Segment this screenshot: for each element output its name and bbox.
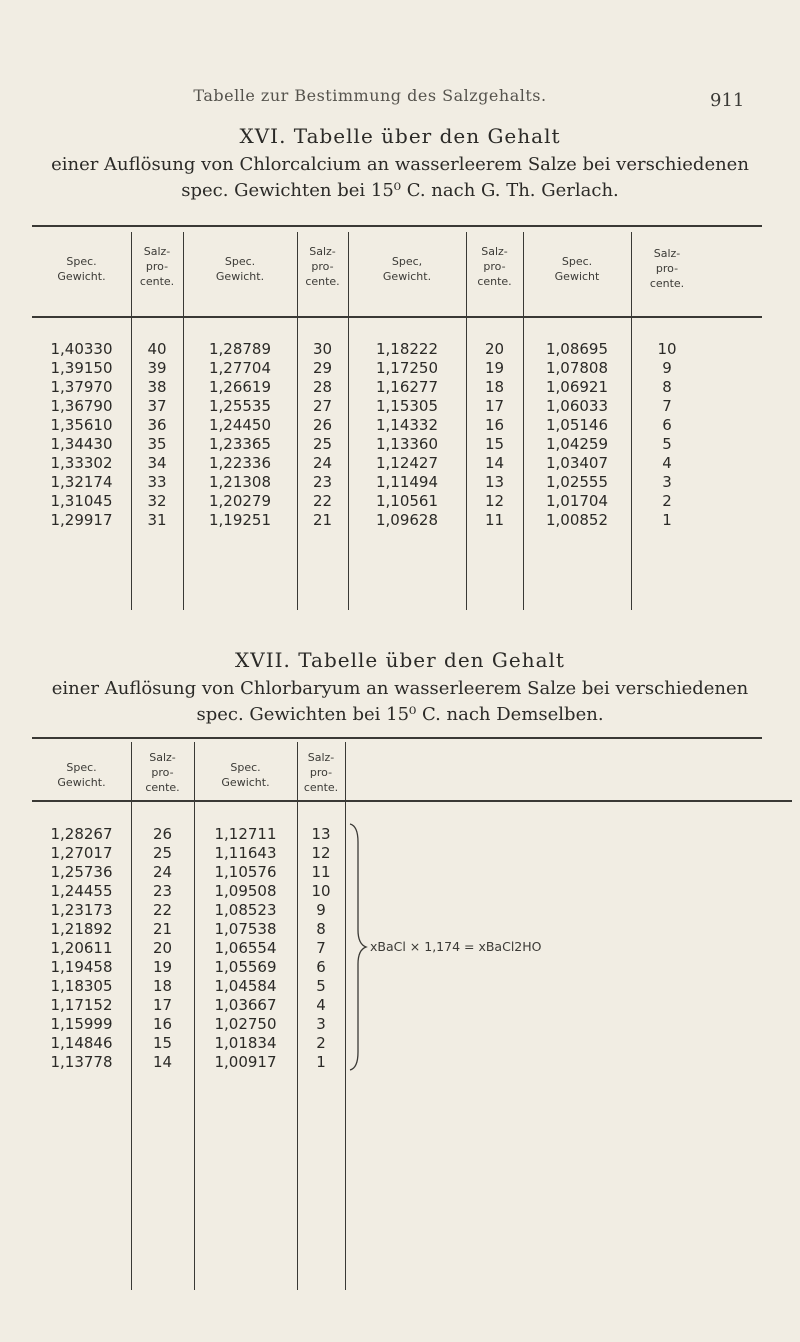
- table-cell: 1,16277: [375, 378, 439, 396]
- table-cell: 1,10561: [375, 492, 439, 510]
- table-cell: 1,14846: [50, 1034, 113, 1052]
- table2-column-spec-gewicht: [194, 825, 297, 1072]
- table-cell: 23: [312, 473, 333, 491]
- table-cell: 9: [662, 359, 672, 377]
- table-cell: 1,23173: [50, 901, 113, 919]
- table-cell: 1,15305: [375, 397, 439, 415]
- table-cell: 20: [484, 340, 505, 358]
- table-cell: 6: [316, 958, 326, 976]
- table2-subtitle-line1: einer Auflösung von Chlorbaryum an wasserleerem Salze bei verschiedenen: [51, 678, 749, 699]
- table-cell: 8: [662, 378, 672, 396]
- table-cell: 1,18222: [375, 340, 439, 358]
- table-cell: 1,39150: [50, 359, 113, 377]
- table-cell: 1,07808: [545, 359, 609, 377]
- table-cell: 1,26619: [208, 378, 272, 396]
- conversion-note: xBaCl × 1,174 = xBaCl2HO: [370, 939, 542, 954]
- table1-header-rule: [32, 316, 762, 318]
- table1-column-salzprocente: [631, 340, 703, 530]
- table-cell: 1,25535: [208, 397, 272, 415]
- table-cell: 6: [662, 416, 672, 434]
- table2-header-rule: [32, 800, 792, 802]
- table-cell: 1,40330: [50, 340, 113, 358]
- table-cell: 1,05146: [545, 416, 609, 434]
- table-cell: 1,34430: [50, 435, 113, 453]
- table2-header-salzprocente: Salz- pro- cente.: [303, 751, 339, 794]
- table-cell: 21: [152, 920, 173, 938]
- table-cell: 1,05569: [214, 958, 277, 976]
- table1-column-spec-gewicht: [183, 340, 297, 530]
- table-cell: 1,09508: [214, 882, 277, 900]
- table-cell: 26: [312, 416, 333, 434]
- table-cell: 1,23365: [208, 435, 272, 453]
- table-cell: 1,19458: [50, 958, 113, 976]
- table-cell: 11: [484, 511, 505, 529]
- table1-header-salzprocente: Salz- pro- cente.: [139, 245, 175, 288]
- table-cell: 1,28789: [208, 340, 272, 358]
- table1-title: XVI. Tabelle über den Gehalt: [239, 124, 561, 148]
- table-cell: 38: [147, 378, 167, 396]
- table-cell: 32: [147, 492, 167, 510]
- table-cell: 1,27704: [208, 359, 272, 377]
- table-cell: 12: [311, 844, 331, 862]
- table-cell: 13: [484, 473, 505, 491]
- table-cell: 1,28267: [50, 825, 113, 843]
- table-cell: 26: [152, 825, 173, 843]
- table-cell: 8: [316, 920, 326, 938]
- table-cell: 15: [484, 435, 505, 453]
- table-cell: 1,18305: [50, 977, 113, 995]
- table-cell: 7: [662, 397, 672, 415]
- table-cell: 2: [662, 492, 672, 510]
- table-cell: 1,19251: [208, 511, 272, 529]
- table-cell: 24: [152, 863, 173, 881]
- table1-top-rule: [32, 225, 762, 227]
- table-cell: 1,10576: [214, 863, 277, 881]
- table2-column-salzprocente: [131, 825, 194, 1072]
- table-cell: 29: [312, 359, 333, 377]
- table-cell: 4: [316, 996, 326, 1014]
- page-number: 911: [710, 90, 745, 111]
- table-cell: 1,11643: [214, 844, 277, 862]
- table2-header-spec-gewicht: Spec. Gewicht.: [221, 761, 270, 789]
- table1-header-spec-gewicht: Spec. Gewicht.: [215, 255, 265, 283]
- table-cell: 1,09628: [375, 511, 439, 529]
- table1-column-salzprocente: [297, 340, 348, 530]
- table-cell: 19: [484, 359, 505, 377]
- table-cell: 31: [147, 511, 167, 529]
- table-cell: 1,03407: [545, 454, 609, 472]
- table-cell: 3: [662, 473, 672, 491]
- table-cell: 1,08695: [545, 340, 609, 358]
- table2-title: XVII. Tabelle über den Gehalt: [235, 648, 565, 672]
- table1-column-spec-gewicht: [348, 340, 466, 530]
- table-cell: 3: [316, 1015, 326, 1033]
- table-cell: 20: [152, 939, 173, 957]
- table2-column-salzprocente: [297, 825, 345, 1072]
- table-cell: 33: [147, 473, 167, 491]
- table-cell: 1,35610: [50, 416, 113, 434]
- table-cell: 17: [152, 996, 173, 1014]
- table-cell: 1,08523: [214, 901, 277, 919]
- table-cell: 1: [662, 511, 672, 529]
- table-cell: 27: [312, 397, 333, 415]
- table1-subtitle-line1: einer Auflösung von Chlorcalcium an wasserleerem Salze bei verschiedenen: [51, 154, 749, 175]
- right-brace: [348, 822, 370, 1072]
- table-cell: 9: [316, 901, 326, 919]
- table1-column-spec-gewicht: [523, 340, 631, 530]
- table-cell: 36: [147, 416, 167, 434]
- table1-column-salzprocente: [466, 340, 523, 530]
- table-cell: 1,25736: [50, 863, 113, 881]
- table-cell: 40: [147, 340, 167, 358]
- table-cell: 1,04584: [214, 977, 277, 995]
- table-cell: 1,12427: [375, 454, 439, 472]
- table-cell: 1,21308: [208, 473, 272, 491]
- table-cell: 1,06554: [214, 939, 277, 957]
- table1-column-spec-gewicht: [32, 340, 131, 530]
- table-cell: 1,00852: [545, 511, 609, 529]
- table-cell: 1,06033: [545, 397, 609, 415]
- table-cell: 1: [316, 1053, 326, 1071]
- table-cell: 25: [312, 435, 333, 453]
- table2-column-spec-gewicht: [32, 825, 131, 1072]
- table-cell: 1,15999: [50, 1015, 113, 1033]
- table-cell: 39: [147, 359, 167, 377]
- table-cell: 1,17152: [50, 996, 113, 1014]
- table-cell: 1,37970: [50, 378, 113, 396]
- table-cell: 1,04259: [545, 435, 609, 453]
- table-cell: 1,27017: [50, 844, 113, 862]
- table1-header-salzprocente: Salz- pro- cente.: [305, 245, 340, 288]
- table-cell: 1,12711: [214, 825, 277, 843]
- table-cell: 1,01834: [214, 1034, 277, 1052]
- table-cell: 34: [147, 454, 167, 472]
- table-cell: 35: [147, 435, 167, 453]
- table-cell: 5: [662, 435, 672, 453]
- table-cell: 1,24455: [50, 882, 113, 900]
- table-cell: 1,20611: [50, 939, 113, 957]
- table-cell: 37: [147, 397, 167, 415]
- table-cell: 15: [152, 1034, 173, 1052]
- table2-col-divider: [345, 742, 346, 1290]
- table-cell: 10: [311, 882, 331, 900]
- table-cell: 19: [152, 958, 173, 976]
- table2-header-salzprocente: Salz- pro- cente.: [145, 751, 180, 794]
- table2-header-spec-gewicht: Spec. Gewicht.: [57, 761, 106, 789]
- table-cell: 1,07538: [214, 920, 277, 938]
- table-cell: 1,02750: [214, 1015, 277, 1033]
- table-cell: 10: [657, 340, 677, 358]
- table-cell: 30: [312, 340, 333, 358]
- table-cell: 11: [311, 863, 331, 881]
- running-head: Tabelle zur Bestimmung des Salzgehalts.: [193, 86, 547, 105]
- table-cell: 1,00917: [214, 1053, 277, 1071]
- table-cell: 1,32174: [50, 473, 113, 491]
- table-cell: 1,17250: [375, 359, 439, 377]
- table-cell: 1,33302: [50, 454, 113, 472]
- table-cell: 1,31045: [50, 492, 113, 510]
- table-cell: 16: [484, 416, 505, 434]
- table1-header-salzprocente: Salz- pro- cente.: [477, 245, 512, 288]
- table1-header-spec-gewicht: Spec, Gewicht.: [382, 255, 432, 283]
- table-cell: 1,14332: [375, 416, 439, 434]
- table-cell: 18: [484, 378, 505, 396]
- table-cell: 23: [152, 882, 173, 900]
- table2-top-rule: [32, 737, 762, 739]
- table-cell: 28: [312, 378, 333, 396]
- table-cell: 1,13778: [50, 1053, 113, 1071]
- table-cell: 5: [316, 977, 326, 995]
- table2-subtitle-line2: spec. Gewichten bei 15⁰ C. nach Demselben.: [196, 704, 604, 725]
- table-cell: 1,36790: [50, 397, 113, 415]
- table1-header-salzprocente: Salz- pro- cente.: [649, 247, 685, 290]
- table1-column-salzprocente: [131, 340, 183, 530]
- table-cell: 1,24450: [208, 416, 272, 434]
- table-cell: 14: [484, 454, 505, 472]
- table-cell: 2: [316, 1034, 326, 1052]
- table-cell: 1,06921: [545, 378, 609, 396]
- table-cell: 1,11494: [375, 473, 439, 491]
- table1-header-spec-gewicht: Spec. Gewicht: [554, 255, 600, 283]
- table-cell: 13: [311, 825, 331, 843]
- table-cell: 16: [152, 1015, 173, 1033]
- table1-header-spec-gewicht: Spec. Gewicht.: [57, 255, 106, 283]
- table-cell: 14: [152, 1053, 173, 1071]
- table-cell: 7: [316, 939, 326, 957]
- table-cell: 18: [152, 977, 173, 995]
- table-cell: 22: [312, 492, 333, 510]
- table-cell: 1,01704: [545, 492, 609, 510]
- table-cell: 12: [484, 492, 505, 510]
- table-cell: 1,13360: [375, 435, 439, 453]
- table-cell: 21: [312, 511, 333, 529]
- table-cell: 22: [152, 901, 173, 919]
- table1-subtitle-line2: spec. Gewichten bei 15⁰ C. nach G. Th. Gerlach.: [181, 180, 619, 201]
- table-cell: 4: [662, 454, 672, 472]
- table-cell: 1,03667: [214, 996, 277, 1014]
- table-cell: 1,20279: [208, 492, 272, 510]
- table-cell: 25: [152, 844, 173, 862]
- table-cell: 24: [312, 454, 333, 472]
- table-cell: 17: [484, 397, 505, 415]
- table-cell: 1,22336: [208, 454, 272, 472]
- table-cell: 1,29917: [50, 511, 113, 529]
- table-cell: 1,02555: [545, 473, 609, 491]
- table-cell: 1,21892: [50, 920, 113, 938]
